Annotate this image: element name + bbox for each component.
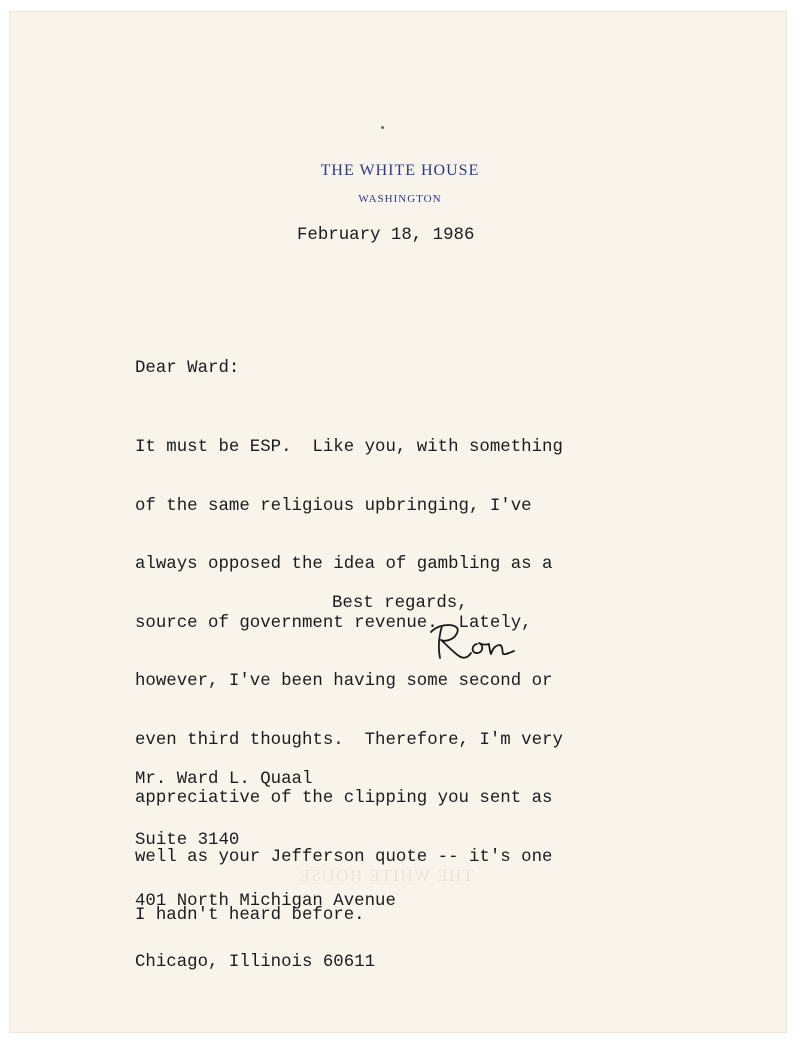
handwritten-signature bbox=[428, 620, 524, 666]
body-line: of the same religious upbringing, I've bbox=[135, 496, 532, 516]
recipient-address bbox=[135, 729, 396, 994]
body-line: always opposed the idea of gambling as a bbox=[135, 555, 553, 574]
recipient-city: Chicago, Illinois 60611 bbox=[135, 953, 376, 973]
closing: Best regards, bbox=[332, 594, 468, 613]
body-line: even third thoughts. Therefore, I'm very bbox=[135, 730, 563, 750]
recipient-suite: Suite 3140 bbox=[135, 831, 240, 851]
letter-date: February 18, 1986 bbox=[297, 226, 475, 245]
body-line: well as your Jefferson quote -- it's one bbox=[135, 847, 553, 867]
body-line: I hadn't heard before. bbox=[135, 906, 365, 925]
body-line: It must be ESP. Like you, with something bbox=[135, 438, 563, 457]
body-line: however, I've been having some second or bbox=[135, 672, 553, 691]
paper-mark bbox=[381, 126, 384, 129]
recipient-street: 401 North Michigan Avenue bbox=[135, 892, 396, 912]
salutation: Dear Ward: bbox=[135, 359, 240, 378]
body-line: source of government revenue. Lately, bbox=[135, 613, 532, 633]
body-line: appreciative of the clipping you sent as bbox=[135, 789, 553, 808]
show-through-letterhead: THE WHITE HOUSE bbox=[298, 866, 474, 885]
letterhead-title: THE WHITE HOUSE bbox=[320, 162, 480, 179]
recipient-name: Mr. Ward L. Quaal bbox=[135, 769, 313, 789]
letterhead-location: WASHINGTON bbox=[358, 193, 442, 205]
